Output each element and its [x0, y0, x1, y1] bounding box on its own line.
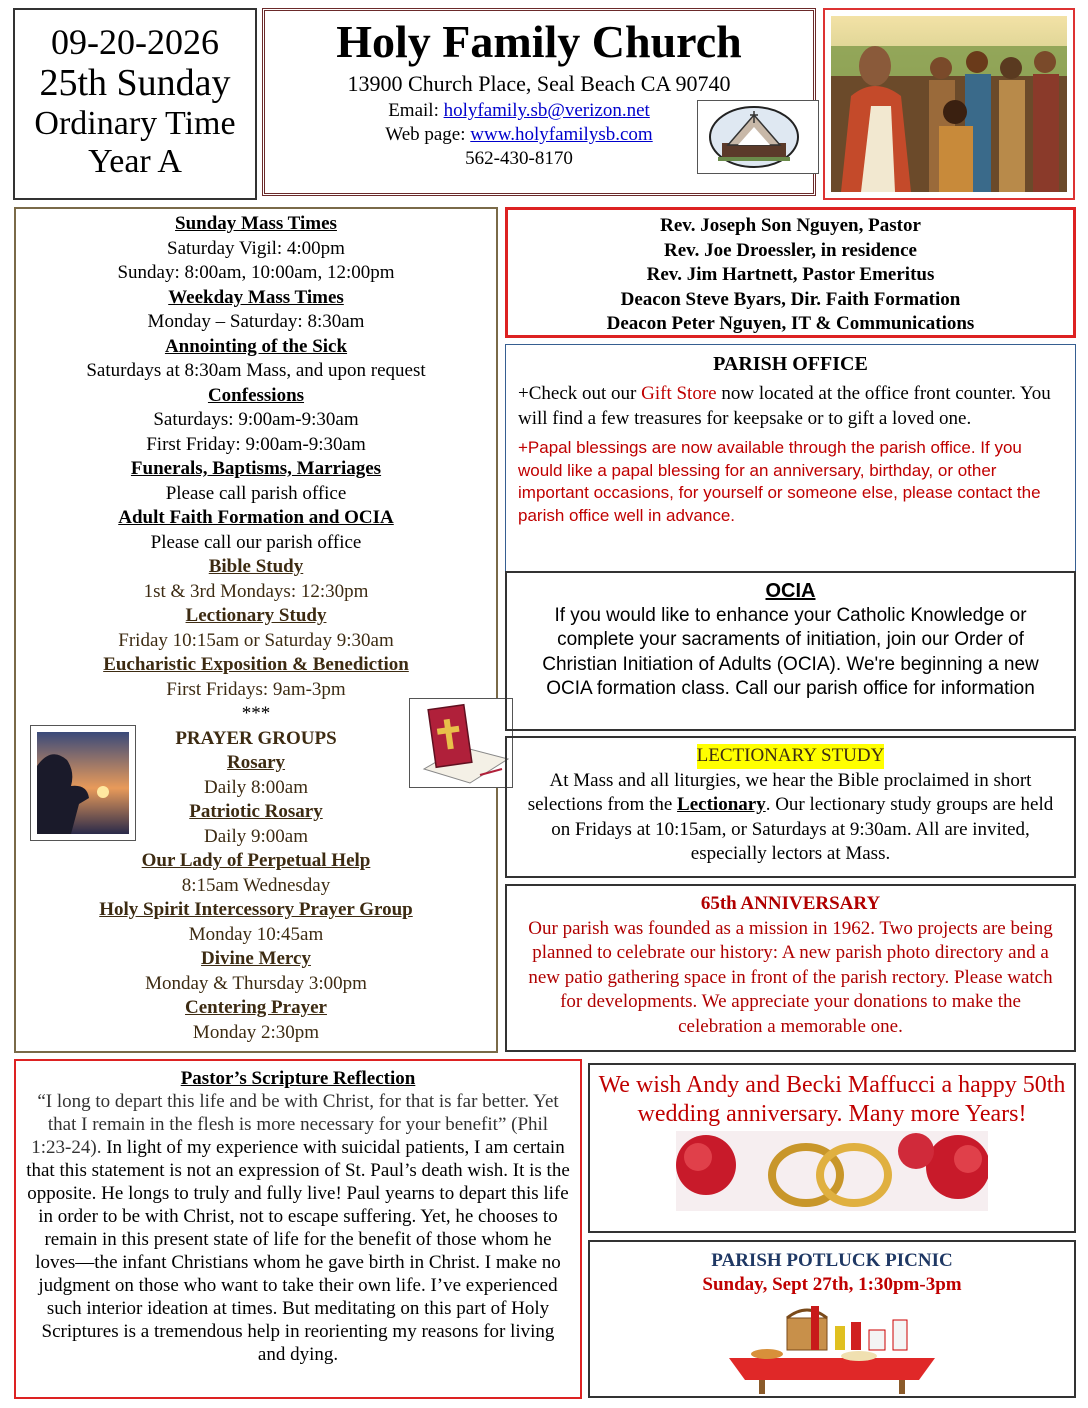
faith-formation-text: Please call our parish office	[150, 531, 362, 553]
patriotic-rosary-heading: Patriotic Rosary	[189, 801, 323, 822]
confessions-heading: Confessions	[207, 384, 305, 406]
bible-study-heading: Bible Study	[208, 556, 304, 577]
sunday-mass-heading: Sunday Mass Times	[175, 213, 337, 234]
saturday-vigil: Saturday Vigil: 4:00pm	[167, 237, 345, 259]
church-address: 13900 Church Place, Seal Beach CA 90740	[347, 71, 731, 96]
bible-study-text: 1st & 3rd Mondays: 12:30pm	[143, 580, 369, 602]
email-label: Email:	[388, 100, 444, 121]
faith-formation-heading: Adult Faith Formation and OCIA	[118, 507, 394, 528]
lectionary-study-heading: Lectionary Study	[185, 605, 327, 626]
ocia-text: If you would like to enhance your Catholic Knowledge or complete your sacraments of initiation, join our Order of Christian Initiation of Adults (OCIA). We're beginning a new OCIA formation class. Call our parish office for information	[542, 604, 1039, 699]
rosary-heading: Rosary	[226, 752, 286, 773]
holy-spirit-heading: Holy Spirit Intercessory Prayer Group	[99, 899, 413, 920]
gift-store-text-start: +Check out our	[518, 383, 642, 404]
lectionary-panel	[505, 736, 1076, 878]
gift-store-text-end: now located at the office front counter. You will find a few treasures for keepsake or to gift a loved one.	[518, 383, 1051, 429]
confessions-friday: First Friday: 9:00am-9:30am	[146, 433, 366, 455]
parish-office-heading: PARISH OFFICE	[713, 353, 868, 375]
wedding-wish-text: We wish Andy and Becki Maffucci a happy 50th wedding anniversary. Many more Years!	[598, 1072, 1066, 1127]
prayer-groups-heading: PRAYER GROUPS	[175, 727, 337, 749]
wedding-anniversary-panel	[588, 1063, 1076, 1233]
lectionary-study-text: Friday 10:15am or Saturday 9:30am	[118, 629, 394, 651]
anointing-heading: Annointing of the Sick	[164, 335, 348, 357]
wedding-rings-image	[676, 1131, 988, 1211]
weekday-times: Monday – Saturday: 8:30am	[147, 311, 365, 332]
picnic-date: Sunday, Sept 27th, 1:30pm-3pm	[702, 1274, 962, 1295]
sunday-times: Sunday: 8:00am, 10:00am, 12:00pm	[117, 262, 395, 283]
divine-mercy-heading: Divine Mercy	[201, 948, 311, 969]
date-box	[13, 8, 257, 200]
patriotic-rosary-text: Daily 9:00am	[204, 825, 308, 847]
lectionary-text	[507, 769, 1074, 867]
eucharistic-heading: Eucharistic Exposition & Benediction	[103, 654, 409, 675]
centering-prayer-heading: Centering Prayer	[185, 997, 327, 1018]
sacraments-text: Please call parish office	[165, 482, 347, 504]
clergy-deacon-it: Deacon Peter Nguyen, IT & Communications	[606, 313, 975, 334]
year-label: Year A	[88, 142, 182, 180]
anointing-text: Saturdays at 8:30am Mass, and upon request	[86, 360, 426, 381]
mass-times-panel	[14, 207, 498, 1053]
web-link[interactable]: www.holyfamilysb.com	[470, 124, 653, 145]
church-name: Holy Family Church	[336, 16, 742, 67]
anniversary-heading: 65th ANNIVERSARY	[700, 893, 881, 914]
anniversary-panel	[505, 884, 1076, 1052]
section-separator: ***	[241, 703, 271, 724]
praying-silhouette-image	[30, 725, 136, 841]
sunday-label: 25th Sunday	[39, 62, 231, 105]
ocia-heading: OCIA	[765, 580, 816, 602]
picnic-heading: PARISH POTLUCK PICNIC	[711, 1250, 953, 1271]
centering-prayer-text: Monday 2:30pm	[192, 1021, 320, 1043]
sacraments-heading: Funerals, Baptisms, Marriages	[130, 458, 382, 479]
eucharistic-text: First Fridays: 9am-3pm	[166, 678, 346, 700]
divine-mercy-text: Monday & Thursday 3:00pm	[145, 972, 367, 994]
picnic-table-image	[719, 1302, 945, 1396]
holy-spirit-text: Monday 10:45am	[188, 923, 324, 945]
reflection-text: In light of my experience with suicidal patients, I am certain that this statement is not an expression of St. Paul’s death wish. It is the opposite. He longs to truly and fully live! Paul yearns to depart this life in order to be with Christ, not to escape suffering. Yet, he chooses to remain in this present state of life for the benefit of those whom he loves—the infant Christians whom he gave birth in Christ. I make no judgment on those who want to take their own life. I’ve experienced such interior ideation at times. But meditating on this part of Holy Scriptures is a tremendous help in reorienting my reasons for living and dying.	[26, 1137, 570, 1365]
clergy-in-residence: Rev. Joe Droessler, in residence	[664, 239, 917, 261]
reflection-heading: Pastor’s Scripture Reflection	[180, 1068, 416, 1089]
clergy-deacon-faith-formation: Deacon Steve Byars, Dir. Faith Formation	[620, 288, 961, 310]
clergy-pastor-emeritus: Rev. Jim Hartnett, Pastor Emeritus	[646, 264, 935, 285]
reflection-quote: “I long to depart this life and be with Christ, for that is far better. Yet that I remain in the flesh is more necessary for your benefit” (Phil 1:23-24).	[31, 1091, 559, 1158]
email-link[interactable]: holyfamily.sb@verizon.net	[443, 100, 650, 121]
reflection-body	[26, 1090, 570, 1366]
lectionary-text-start: At Mass and all liturgies, we hear the Bible proclaimed in short selections from the	[527, 769, 1032, 815]
weekday-mass-heading: Weekday Mass Times	[168, 286, 344, 308]
bulletin-date: 09-20-2026	[51, 22, 219, 62]
scripture-reflection-panel	[14, 1059, 582, 1399]
lectionary-keyword: Lectionary	[677, 794, 766, 815]
ocia-panel	[505, 571, 1076, 731]
confessions-saturday: Saturdays: 9:00am-9:30am	[153, 409, 359, 430]
gift-store-notice	[518, 382, 1063, 431]
perpetual-help-text: 8:15am Wednesday	[181, 874, 331, 896]
lectionary-heading: LECTIONARY STUDY	[697, 744, 885, 769]
potluck-picnic-panel	[588, 1240, 1076, 1398]
web-label: Web page:	[385, 124, 471, 145]
anniversary-text: Our parish was founded as a mission in 1962. Two projects are being planned to celebrate our history: A new parish photo directory and a new patio gathering space in front of the parish rectory. Please watch for developments. We appreciate your donations to make the celebration a memorable one.	[528, 917, 1053, 1037]
gift-store-link[interactable]: Gift Store	[641, 383, 717, 404]
parish-office-panel	[505, 344, 1076, 572]
clergy-panel	[505, 207, 1076, 338]
gospel-painting	[823, 8, 1075, 200]
lectionary-text-end: . Our lectionary study groups are held on Fridays at 10:15am, or Saturdays at 9:30am. All are invited, especially lectors at Mass.	[551, 794, 1054, 864]
phone-number: 562-430-8170	[465, 148, 573, 169]
rosary-text: Daily 8:00am	[204, 776, 308, 798]
clergy-pastor: Rev. Joseph Son Nguyen, Pastor	[660, 215, 921, 236]
season-label: Ordinary Time	[34, 104, 236, 142]
bible-image	[409, 698, 513, 788]
papal-blessing-notice: +Papal blessings are now available through the parish office. If you would like a papal blessing for an anniversary, birthday, or other important occasions, for yourself or someone else, please contact the parish office well in advance.	[518, 438, 1041, 525]
perpetual-help-heading: Our Lady of Perpetual Help	[141, 850, 371, 871]
church-building-image	[697, 100, 819, 174]
